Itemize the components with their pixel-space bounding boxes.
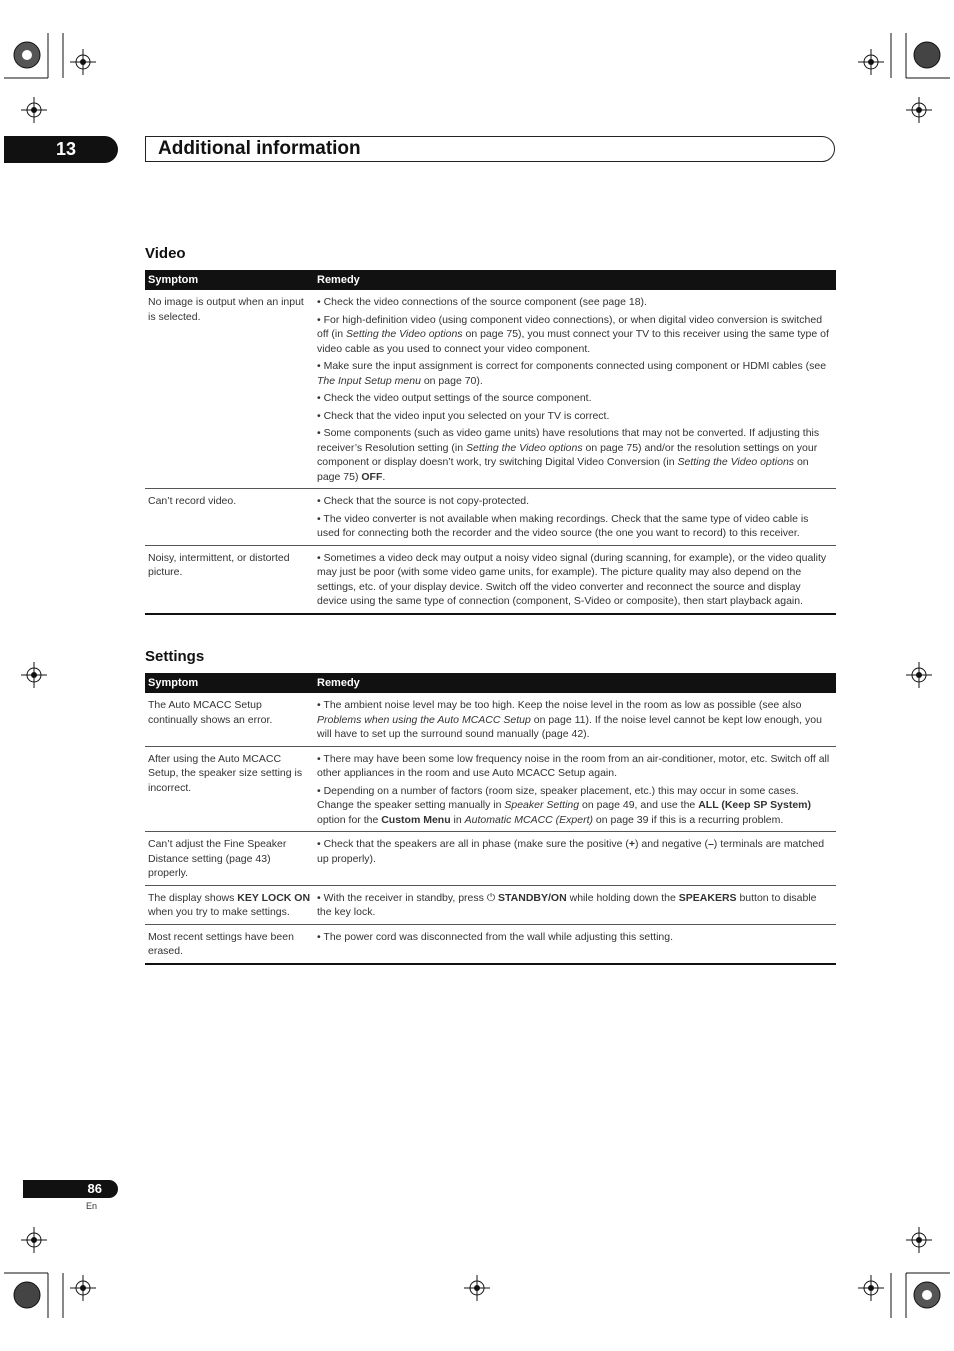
column-header-symptom: Symptom <box>145 673 314 693</box>
chapter-title: Additional information <box>145 136 835 162</box>
symptom-cell: After using the Auto MCACC Setup, the speaker size setting is incorrect. <box>145 746 314 832</box>
remedy-item: • Some components (such as video game units) have resolutions that may not be converted. If adjusting this receiver’s Resolution setting (in Setting the Video options on page 75) and/or the resolution settings on your component or display doesn’t work, try switching Digital Video Conversion (in Setting the Video options on page 75) OFF. <box>317 427 820 483</box>
remedy-item: • Check the video connections of the source component (see page 18). <box>317 296 647 308</box>
crosshair-icon <box>70 1275 96 1301</box>
page-number: 86 <box>23 1180 118 1198</box>
section-title-settings: Settings <box>145 648 205 665</box>
crosshair-icon <box>906 662 932 688</box>
table-row <box>145 545 836 614</box>
remedy-cell <box>314 489 836 546</box>
remedy-cell <box>314 545 836 614</box>
table-row <box>145 746 836 832</box>
remedy-item: • There may have been some low frequency noise in the room from an air-conditioner, motor, etc. Switch off all other appliances in the room and use Auto MCACC Setup again. <box>317 752 830 779</box>
crosshair-icon <box>858 49 884 75</box>
symptom-cell: The Auto MCACC Setup continually shows an error. <box>145 693 314 746</box>
remedy-item: • The power cord was disconnected from the wall while adjusting this setting. <box>317 930 673 943</box>
table-row <box>145 489 836 546</box>
crosshair-icon <box>21 97 47 123</box>
remedy-item: • With the receiver in standby, press ⏻ STANDBY/ON while holding down the SPEAKERS button to disable the key lock. <box>317 891 817 918</box>
remedy-cell <box>314 832 836 886</box>
table-row <box>145 290 836 489</box>
symptom-cell: No image is output when an input is selected. <box>145 290 314 489</box>
crosshair-icon <box>21 1227 47 1253</box>
chapter-number-badge <box>4 136 118 163</box>
remedy-item: • The video converter is not available when making recordings. Check that the same type of video cable is used for connecting both the recorder and the video source (the one you want to record) to this receiver. <box>317 512 809 539</box>
crosshair-icon <box>464 1275 490 1301</box>
page-language: En <box>86 1201 98 1211</box>
remedy-cell <box>314 290 836 489</box>
remedy-cell <box>314 885 836 924</box>
symptom-cell: Noisy, intermittent, or distorted picture. <box>145 545 314 614</box>
remedy-item: • Check that the video input you selected on your TV is correct. <box>317 409 610 422</box>
remedy-item: • The ambient noise level may be too high. Keep the noise level in the room as low as possible (see also Problems when using the Auto MCACC Setup on page 11). If the noise level cannot be kept low enough, you will have to set up the surround sound manually (page 42). <box>317 699 822 740</box>
crosshair-icon <box>858 1275 884 1301</box>
table-header-row <box>145 270 836 290</box>
remedy-item: • Check that the speakers are all in phase (make sure the positive (+) and negative (–) terminals are matched up properly). <box>317 838 825 865</box>
table-row <box>145 832 836 886</box>
remedy-item: • Check the video output settings of the source component. <box>317 392 592 404</box>
remedy-cell <box>314 746 836 832</box>
remedy-cell <box>314 924 836 964</box>
remedy-cell <box>314 693 836 746</box>
table-row <box>145 885 836 924</box>
crosshair-icon <box>906 1227 932 1253</box>
remedy-item: • Depending on a number of factors (room size, speaker placement, etc.) this may occur in some cases. Change the speaker setting manually in Speaker Setting on page 49, and use the ALL (Keep SP System) option for the Custom Menu in Automatic MCACC (Expert) on page 39 if this is a recurring problem. <box>317 784 812 826</box>
table-row <box>145 693 836 746</box>
chapter-number: 13 <box>55 139 77 159</box>
symptom-cell: Most recent settings have been erased. <box>145 924 314 964</box>
video-troubleshooting-table <box>145 270 836 615</box>
column-header-remedy: Remedy <box>314 673 836 693</box>
symptom-cell: Can’t adjust the Fine Speaker Distance setting (page 43) properly. <box>145 832 314 886</box>
power-icon: ⏻ <box>486 891 496 904</box>
remedy-item: • Sometimes a video deck may output a noisy video signal (during scanning, for example), or the video quality may just be poor (with some video game units, for example). The picture quality may also depend on the settings, etc. of your display device. Switch off the video converter and reconnect the source and display device using the same type of connection (component, S-Video or composite), then start playback again. <box>317 551 827 607</box>
crosshair-icon <box>70 49 96 75</box>
remedy-item: • For high-definition video (using component video connections), or when digital video conversion is switched off (in Setting the Video options on page 75), you must connect your TV to this receiver using the same type of video cable as you used to connect your video component. <box>317 313 829 355</box>
symptom-cell: Can’t record video. <box>145 489 314 546</box>
remedy-item: • Make sure the input assignment is correct for components connected using component or HDMI cables (see The Input Setup menu on page 70). <box>317 360 827 387</box>
table-row <box>145 924 836 964</box>
remedy-item: • Check that the source is not copy-protected. <box>317 495 530 507</box>
settings-troubleshooting-table <box>145 673 836 965</box>
column-header-symptom: Symptom <box>145 270 314 290</box>
crosshair-icon <box>21 662 47 688</box>
column-header-remedy: Remedy <box>314 270 836 290</box>
table-header-row <box>145 673 836 693</box>
section-title-video: Video <box>145 245 186 262</box>
symptom-cell: The display shows KEY LOCK ON when you try to make settings. <box>145 885 314 924</box>
crosshair-icon <box>906 97 932 123</box>
